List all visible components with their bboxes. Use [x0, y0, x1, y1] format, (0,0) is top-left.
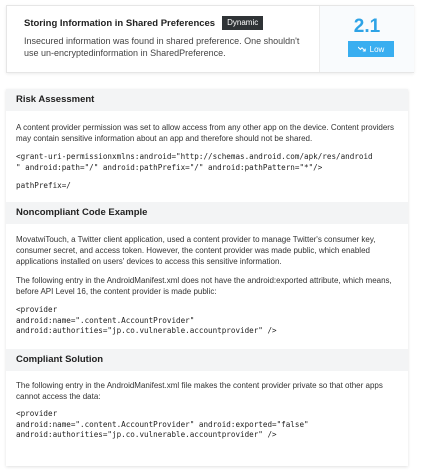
risk-assessment-header: Risk Assessment	[6, 89, 408, 111]
noncompliant-text-1: MovatwiTouch, a Twitter client application, used a content provider to manage Twitter's consumer key, consumer secret, and access token. However, the content provider was made public, which enabled applications installed on users' devices to access this sensitive information.	[16, 235, 376, 266]
severity-label: Low	[369, 44, 385, 54]
risk-assessment-text: A content provider permission was set to allow access from any other app on the device. Content providers may contain sensitive information about an app and therefore should not be shared.	[16, 123, 394, 143]
compliant-text: The following entry in the AndroidManifest.xml file makes the content provider private so that other apps cannot access the data:	[16, 381, 383, 401]
finding-description: Insecured information was found in shared preference. One shouldn't use un-encryptedinformation in SharedPreference.	[24, 36, 300, 58]
finding-title-row	[24, 16, 309, 30]
detail-panel	[6, 89, 408, 466]
finding-title: Storing Information in Shared Preferences	[24, 17, 216, 29]
compliant-header: Compliant Solution	[6, 349, 408, 371]
noncompliant-header: Noncompliant Code Example	[6, 202, 408, 224]
risk-code-block: <grant-uri-permissionxmlns:android="http://schemas.android.com/apk/res/android " android:path="/" android:pathPrefix="/" android:pathPattern="*"/>	[16, 152, 373, 172]
severity-badge	[348, 41, 394, 57]
finding-summary	[24, 16, 309, 59]
dynamic-tag: Dynamic	[222, 16, 263, 30]
score-box	[319, 6, 414, 72]
finding-card	[6, 5, 414, 73]
noncompliant-code-block: <provider android:name=".content.AccountProvider" android:authorities="jp.co.vulnerable.accountprovider" />	[16, 305, 277, 335]
noncompliant-text-2: The following entry in the AndroidManifest.xml does not have the android:exported attribute, which means, before API Level 16, the content provider is made public:	[16, 276, 392, 296]
compliant-code-block: <provider android:name=".content.AccountProvider" android:exported="false" android:authorities="jp.co.vulnerable.accountprovider" />	[16, 409, 309, 439]
cvss-score: 2.1	[353, 16, 381, 37]
risk-code-block-2: pathPrefix=/	[16, 181, 71, 190]
trend-down-icon	[358, 46, 366, 52]
